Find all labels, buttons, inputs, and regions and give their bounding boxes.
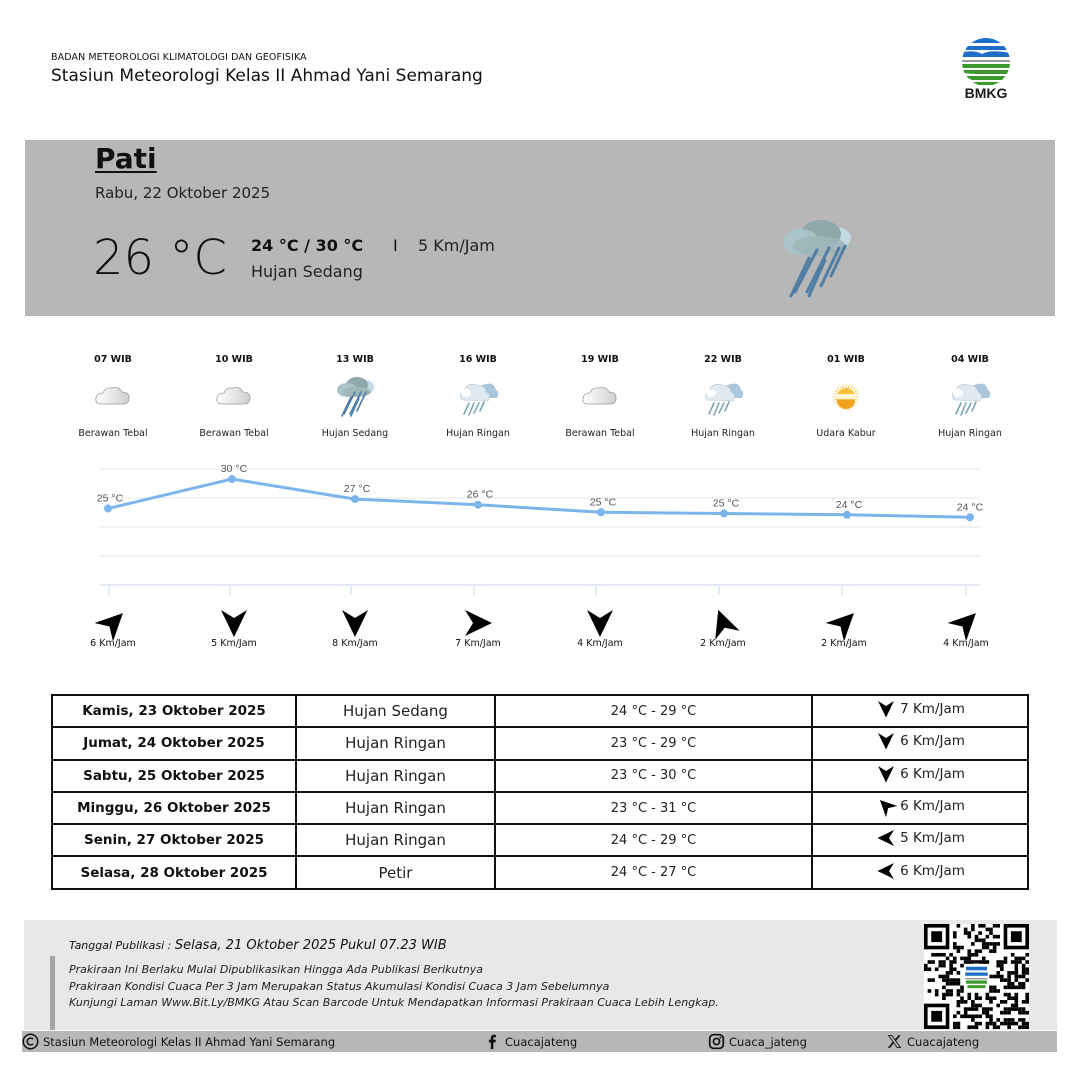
station-name: Stasiun Meteorologi Kelas II Ahmad Yani Semarang [51, 66, 483, 86]
day-wind-speed: 6 Km/Jam [900, 862, 965, 879]
temperature-label: 25 °C [96, 492, 124, 505]
instagram-link[interactable] [708, 1031, 807, 1052]
qr-code[interactable] [924, 924, 1029, 1029]
publication-label: Tanggal Publikasi : [69, 939, 175, 952]
overcast-cloud-icon [91, 374, 135, 420]
wind-direction-icon [875, 827, 897, 849]
table-row [52, 727, 1028, 759]
wind-direction-icon [826, 606, 862, 640]
table-row [52, 856, 1028, 888]
note-line: Prakiraan Kondisi Cuaca Per 3 Jam Merupakan Status Akumulasi Kondisi Cuaca 3 Jam Sebelumnya [69, 979, 610, 993]
temperature-point[interactable] [228, 475, 236, 483]
x-handle: Cuacajateng [907, 1034, 980, 1049]
wind-speed: 7 Km/Jam [455, 638, 501, 649]
publication-date [69, 938, 447, 953]
day-wind [812, 824, 1028, 856]
overcast-cloud-icon [212, 374, 256, 420]
table-row [52, 695, 1028, 727]
wind-direction-icon [875, 730, 897, 752]
hourly-item [786, 352, 906, 439]
wind-direction-icon [875, 795, 897, 817]
wind-direction-icon [460, 606, 496, 640]
instagram-handle: Cuaca_jateng [729, 1034, 807, 1049]
facebook-link[interactable] [484, 1031, 577, 1052]
day-wind-speed: 6 Km/Jam [900, 765, 965, 782]
day-date: Senin, 27 Oktober 2025 [52, 824, 296, 856]
current-temperature: 26 °C [93, 230, 227, 286]
footer-panel [24, 920, 1057, 1030]
temperature-point[interactable] [474, 501, 482, 509]
hourly-wind-item [428, 606, 528, 649]
hourly-item [910, 352, 1030, 439]
day-wind [812, 695, 1028, 727]
day-wind [812, 856, 1028, 888]
hourly-wind-row [0, 606, 1080, 656]
hour-condition: Hujan Sedang [321, 428, 389, 439]
hour-condition: Berawan Tebal [199, 428, 269, 439]
hour-time: 16 WIB [459, 354, 497, 365]
hour-condition: Hujan Ringan [446, 428, 510, 439]
hourly-wind-item [673, 606, 773, 649]
wind-direction-icon [582, 606, 618, 640]
bmkg-logo-text: BMKG [964, 85, 1008, 101]
temperature-point[interactable] [351, 495, 359, 503]
hour-time: 19 WIB [581, 354, 619, 365]
hour-condition: Berawan Tebal [565, 428, 635, 439]
wind-direction-icon [216, 606, 252, 640]
wind-speed: 5 Km/Jam [211, 638, 257, 649]
wind-direction-icon [875, 860, 897, 882]
day-condition: Hujan Sedang [296, 695, 495, 727]
temperature-label: 24 °C [835, 498, 863, 511]
temperature-point[interactable] [720, 510, 728, 518]
day-wind [812, 760, 1028, 792]
hourly-wind-item [550, 606, 650, 649]
hour-condition: Hujan Ringan [691, 428, 755, 439]
table-row [52, 824, 1028, 856]
wind-speed: 4 Km/Jam [943, 638, 989, 649]
wind-direction-icon [95, 606, 131, 640]
day-date: Minggu, 26 Oktober 2025 [52, 792, 296, 824]
day-temperature-range: 23 °C - 29 °C [495, 727, 812, 759]
wind-direction-icon [875, 698, 897, 720]
hourly-wind-item [305, 606, 405, 649]
day-wind [812, 727, 1028, 759]
table-row [52, 760, 1028, 792]
hourly-item [174, 352, 294, 439]
temperature-point[interactable] [597, 508, 605, 516]
day-temperature-range: 24 °C - 29 °C [495, 824, 812, 856]
day-date: Selasa, 28 Oktober 2025 [52, 856, 296, 888]
day-wind-speed: 5 Km/Jam [900, 830, 965, 847]
light-rain-icon [948, 374, 992, 420]
heavy-rain-icon [333, 374, 377, 420]
daily-forecast-table [51, 694, 1029, 890]
wind-direction-icon [337, 606, 373, 640]
hourly-wind-item [916, 606, 1016, 649]
day-wind-speed: 7 Km/Jam [900, 701, 965, 718]
hour-time: 22 WIB [704, 354, 742, 365]
footer-notes [69, 962, 719, 1012]
copyright-text: Stasiun Meteorologi Kelas II Ahmad Yani Semarang [43, 1034, 336, 1049]
hour-condition: Hujan Ringan [938, 428, 1002, 439]
hour-condition: Udara Kabur [816, 428, 876, 439]
hour-time: 04 WIB [951, 354, 989, 365]
day-condition: Hujan Ringan [296, 792, 495, 824]
hourly-item [540, 352, 660, 439]
x-logo-icon [886, 1033, 903, 1050]
note-line: Prakiraan Ini Berlaku Mulai Dipublikasikan Hingga Ada Publikasi Berikutnya [69, 963, 484, 976]
temperature-point[interactable] [966, 513, 974, 521]
note-line: Kunjungi Laman Www.Bit.Ly/BMKG Atau Scan Barcode Untuk Mendapatkan Informasi Prakiraan Cuaca Lebih Lengkap. [69, 996, 719, 1009]
x-link[interactable] [886, 1031, 979, 1052]
agency-name: BADAN METEOROLOGI KLIMATOLOGI DAN GEOFISIKA [51, 52, 307, 63]
day-condition: Hujan Ringan [296, 760, 495, 792]
wind-speed: 2 Km/Jam [700, 638, 746, 649]
hour-condition: Berawan Tebal [78, 428, 148, 439]
temperature-point[interactable] [843, 511, 851, 519]
day-date: Kamis, 23 Oktober 2025 [52, 695, 296, 727]
wind-speed: 8 Km/Jam [332, 638, 378, 649]
separator: I [393, 236, 398, 255]
city-name: Pati [95, 142, 157, 175]
temperature-label: 30 °C [220, 463, 248, 476]
wind-speed: 6 Km/Jam [90, 638, 136, 649]
light-rain-icon [456, 374, 500, 420]
current-weather-panel [25, 140, 1055, 316]
social-bar [22, 1031, 1057, 1052]
hour-time: 07 WIB [94, 354, 132, 365]
day-temperature-range: 24 °C - 29 °C [495, 695, 812, 727]
hour-time: 10 WIB [215, 354, 253, 365]
copyright-item [22, 1031, 335, 1052]
temperature-label: 26 °C [466, 488, 494, 501]
day-temperature-range: 23 °C - 30 °C [495, 760, 812, 792]
day-temperature-range: 24 °C - 27 °C [495, 856, 812, 888]
day-wind-speed: 6 Km/Jam [900, 798, 965, 815]
hour-time: 01 WIB [827, 354, 865, 365]
current-condition: Hujan Sedang [251, 262, 363, 281]
footer-accent-bar [50, 956, 55, 1030]
day-condition: Petir [296, 856, 495, 888]
day-condition: Hujan Ringan [296, 727, 495, 759]
facebook-handle: Cuacajateng [505, 1034, 578, 1049]
temperature-line-chart [0, 455, 1080, 600]
temperature-label: 24 °C [956, 501, 984, 514]
current-date: Rabu, 22 Oktober 2025 [95, 184, 271, 202]
wind-speed: 2 Km/Jam [821, 638, 867, 649]
current-wind-speed: 5 Km/Jam [418, 236, 495, 255]
facebook-icon [484, 1033, 501, 1050]
bmkg-globe-icon [958, 35, 1014, 85]
publication-value: Selasa, 21 Oktober 2025 Pukul 07.23 WIB [174, 938, 447, 953]
min-max-temperature: 24 °C / 30 °C [251, 236, 364, 255]
hourly-wind-item [794, 606, 894, 649]
day-condition: Hujan Ringan [296, 824, 495, 856]
day-wind [812, 792, 1028, 824]
wind-direction-icon [705, 606, 741, 640]
hourly-item [418, 352, 538, 439]
hourly-wind-item [63, 606, 163, 649]
light-rain-icon [701, 374, 745, 420]
hourly-item [53, 352, 173, 439]
overcast-cloud-icon [578, 374, 622, 420]
day-wind-speed: 6 Km/Jam [900, 733, 965, 750]
temperature-label: 25 °C [589, 496, 617, 509]
hourly-item [295, 352, 415, 439]
wind-direction-icon [875, 763, 897, 785]
hour-time: 13 WIB [336, 354, 374, 365]
instagram-icon [708, 1033, 725, 1050]
heavy-rain-icon [765, 212, 865, 304]
day-date: Sabtu, 25 Oktober 2025 [52, 760, 296, 792]
hourly-item [663, 352, 783, 439]
wind-direction-icon [948, 606, 984, 640]
copyright-icon [22, 1033, 39, 1050]
wind-speed: 4 Km/Jam [577, 638, 623, 649]
bmkg-logo [958, 35, 1014, 103]
haze-sun-icon [824, 374, 868, 420]
hourly-forecast [55, 352, 1025, 452]
day-temperature-range: 23 °C - 31 °C [495, 792, 812, 824]
hourly-wind-item [184, 606, 284, 649]
temperature-label: 27 °C [343, 483, 371, 496]
temperature-point[interactable] [104, 505, 112, 513]
day-date: Jumat, 24 Oktober 2025 [52, 727, 296, 759]
temperature-label: 25 °C [712, 497, 740, 510]
table-row [52, 792, 1028, 824]
